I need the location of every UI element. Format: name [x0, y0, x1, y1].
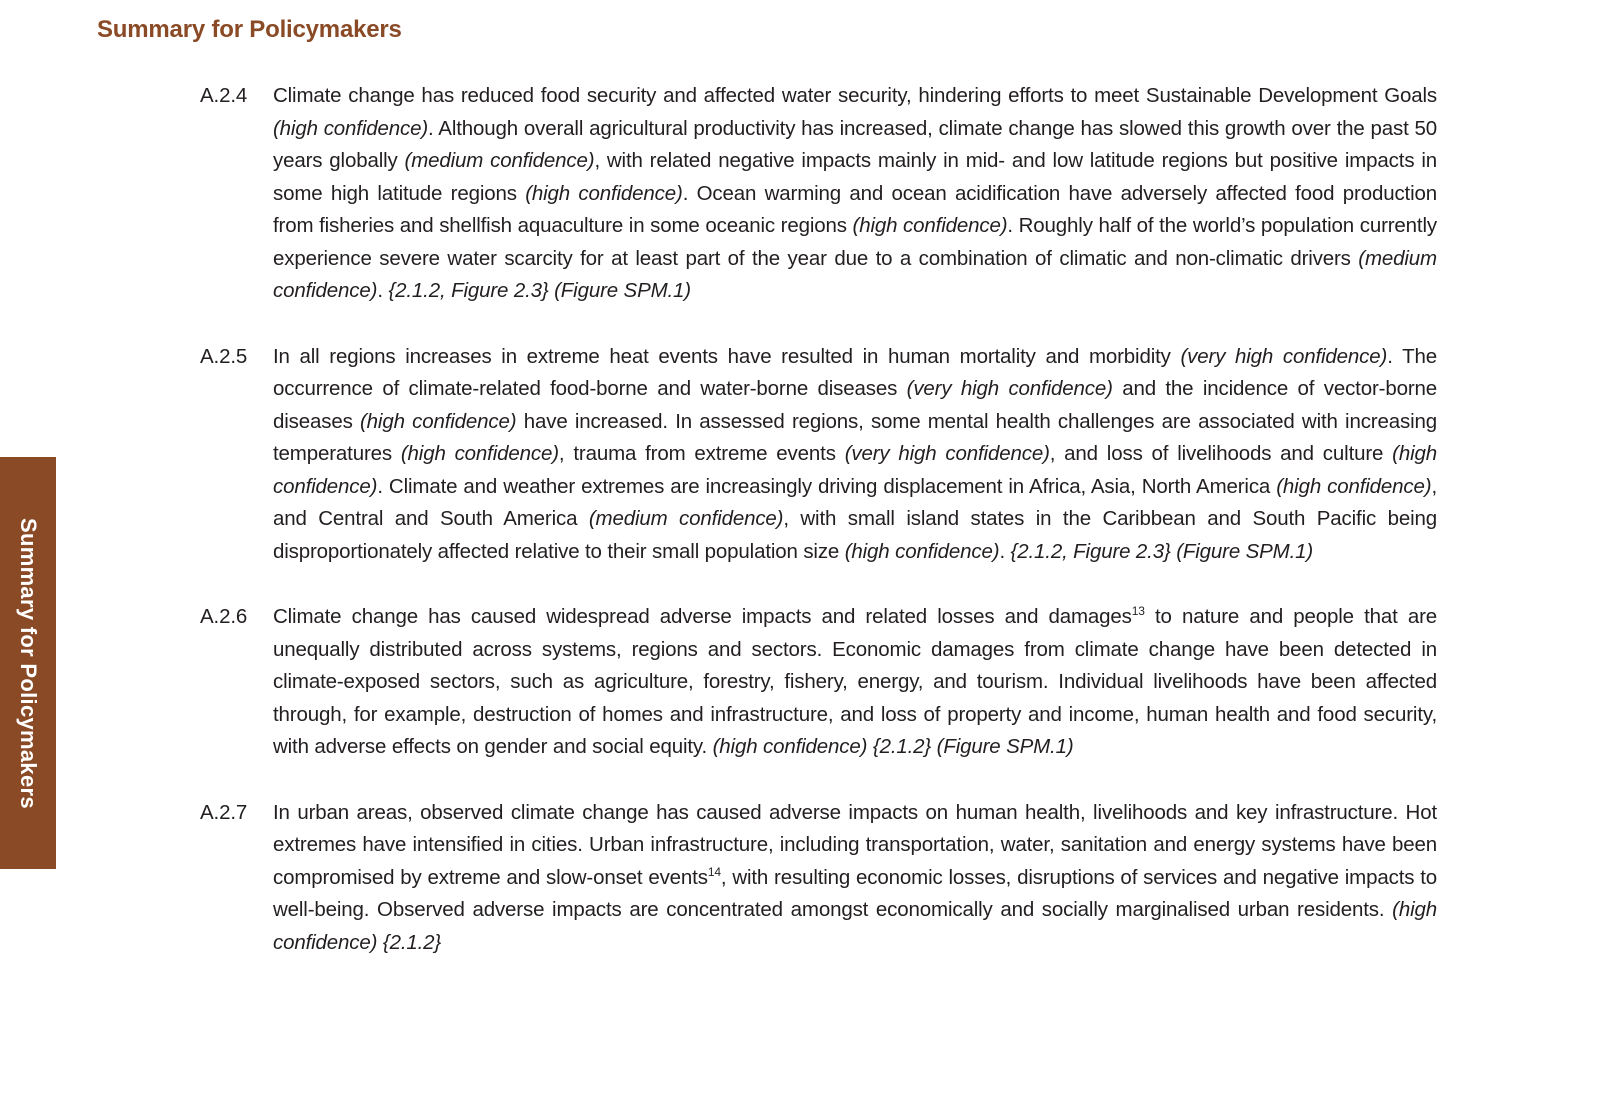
- paragraph-list: [200, 80, 1437, 992]
- paragraph-text: In all regions increases in extreme heat events have resulted in human mortality and morbidity (very high confidence). The occurrence of climate-related food-borne and water-borne diseases (very high confidence) and the incidence of vector-borne diseases (high confidence) have increased. In assessed regions, some mental health challenges are associated with increasing temperatures (high confidence), trauma from extreme events (very high confidence), and loss of livelihoods and culture (high confidence). Climate and weather extremes are increasingly driving displacement in Africa, Asia, North America (high confidence), and Central and South America (medium confidence), with small island states in the Caribbean and South Pacific being disproportionately affected relative to their small population size (high confidence). {2.1.2, Figure 2.3} (Figure SPM.1): [273, 344, 1438, 563]
- sidebar-tab: [0, 457, 56, 869]
- page-title: Summary for Policymakers: [97, 16, 402, 43]
- paragraph-id: A.2.6: [200, 605, 248, 628]
- paragraph-id: A.2.4: [200, 84, 248, 107]
- paragraph-text: In urban areas, observed climate change has caused adverse impacts on human health, livelihoods and key infrastructure. Hot extremes have intensified in cities. Urban infrastructure, including transportation, water, sanitation and energy systems have been compromised by extreme and slow-onset events$^{14}$, with resulting economic losses, disruptions of services and negative impacts to well-being. Observed adverse impacts are concentrated amongst economically and socially marginalised urban residents. (high confidence) {2.1.2}: [273, 800, 1438, 954]
- paragraph-text: Climate change has caused widespread adverse impacts and related losses and damages$^{13}$ to nature and people that are unequally distributed across systems, regions and sectors. Economic damages from climate change have been detected in climate-exposed sectors, such as agriculture, forestry, fishery, energy, and tourism. Individual livelihoods have been affected through, for example, destruction of homes and infrastructure, and loss of property and income, human health and food security, with adverse effects on gender and social equity. (high confidence) {2.1.2} (Figure SPM.1): [273, 604, 1438, 758]
- paragraph-text: Climate change has reduced food security and affected water security, hindering efforts to meet Sustainable Development Goals (high confidence). Although overall agricultural productivity has increased, climate change has slowed this growth over the past 50 years globally (medium confidence), with related negative impacts mainly in mid- and low latitude regions but positive impacts in some high latitude regions (high confidence). Ocean warming and ocean acidification have adversely affected food production from fisheries and shellfish aquaculture in some oceanic regions (high confidence). Roughly half of the world’s population currently experience severe water scarcity for at least part of the year due to a combination of climatic and non-climatic drivers (medium confidence). {2.1.2, Figure 2.3} (Figure SPM.1): [273, 84, 1438, 302]
- paragraph-id: A.2.7: [200, 800, 248, 824]
- paragraph: [200, 601, 1437, 764]
- paragraph-id: A.2.5: [200, 344, 248, 368]
- paragraph: [200, 797, 1437, 960]
- paragraph: [200, 341, 1437, 569]
- sidebar-tab-label: Summary for Policymakers: [16, 517, 41, 809]
- paragraph: [200, 80, 1437, 308]
